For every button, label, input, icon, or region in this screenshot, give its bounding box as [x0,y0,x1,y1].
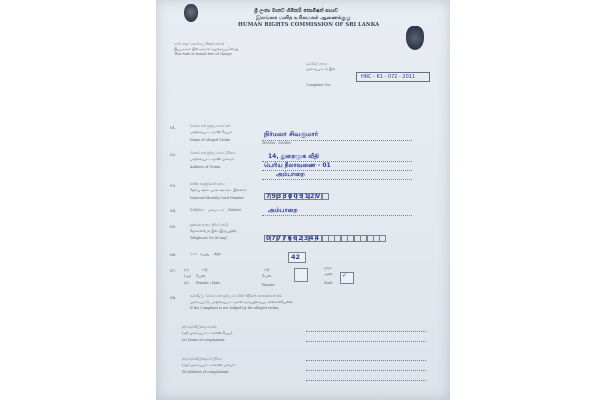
field-06-number: 06. [170,252,177,257]
field-02-number: 02. [170,152,177,157]
complainant-address-ta: (ஆ) முறைப்பாட்டாளரின் முகவரி [182,363,235,367]
field-06-label-en: Age [214,252,221,256]
male-label-en: Male [324,281,333,285]
gender-a-label: (අ) [184,268,189,272]
complaint-form-page [156,0,450,400]
field-02-label-ta: பாதிக்கப்பட்டவரின் முகவரி [190,157,234,161]
female-label-si: ස්ත්‍රී [202,268,208,272]
field-01-number: 01. [170,125,177,130]
complainant-intro-si: පැමිණිල්ල විපතට පත් පුද්ගලයා විසින් ඉදිරිපත් නොකරන්නේ නම් [190,294,282,298]
field-06-label-ta: வயது [200,252,210,256]
female-label-ta-2: பெண் [262,274,272,278]
complainant-address-si: (ආ) පැමිණිලිකරුගේ ලිපිනය [182,357,223,361]
field-05-label-ta: தொலைபேசி இல (இருப்பின்) [190,229,237,233]
field-01-label-en: Name of alleged Victim [190,138,231,142]
field-03-label-ta: தேசிய அடையாள அட்டை இலக்கம் [190,188,247,192]
victim-name-line[interactable] [262,140,412,141]
age-value: 42 [291,253,301,261]
victim-address-line3: அம்பாறை [276,171,305,178]
complainant-name-si: (අ) පැමිණිලිකරුගේ නම [182,325,217,329]
field-04-number: 04. [170,208,177,213]
complaint-number-value: HRC - K1 - 072 - 2011 [361,73,416,80]
victim-name-value: நிர்மலா சிவகுமார் [264,130,319,138]
complaint-label-en: Complaint No. [306,83,331,87]
complaint-number-field[interactable] [356,72,430,82]
district-value: அம்பாறை [268,207,298,214]
hrc-logo-icon [406,26,424,50]
female-label-ta: பெண் [196,274,206,278]
field-07-number: 07. [170,268,177,273]
field-01-prefix: Mr/Mrs., Ms/Rev [262,141,292,145]
victim-address-line2: பெரிய நீலாவணை - 01 [264,162,331,169]
field-03-label-en: National Identity Card Number [190,196,244,200]
complainant-name-line-a[interactable] [306,331,426,332]
gender-legend: Female / Male [196,281,221,285]
victim-address-line1: 14, துறைமுக வீதி [268,153,319,160]
free-notice-en: This form is issued free of charge [174,52,232,56]
female-label-si-2: ස්ත්‍රී [264,268,270,272]
victim-address-line-b[interactable] [262,170,412,171]
gender-b-label: (ஆ) [184,274,191,278]
gender-c-label: (a) [184,281,189,285]
complainant-name-line-b[interactable] [306,341,426,342]
complaint-label-ta: முறைப்பாட்டு இல. [306,67,337,71]
nic-value: 793300912V [266,193,322,200]
complaint-label-si: පැමිණිලි අංකය [306,62,328,66]
male-checkmark: ✓ [342,272,348,279]
field-01-label-si: විපතට පත් පුද්ගලයාගේ නම [190,124,231,128]
complainant-address-line-a[interactable] [306,360,426,361]
title-english: HUMAN RIGHTS COMMISSION OF SRI LANKA [238,22,380,28]
female-checkbox[interactable] [294,268,308,282]
field-03-number: 03. [170,183,177,188]
field-04-label-en: District [228,208,241,212]
title-sinhala: ශ්‍රී ලංකා මානව හිමිකම් කොමිෂන් සභාව [254,8,339,14]
victim-address-line-c[interactable] [262,179,412,180]
victim-address-line-a[interactable] [262,161,412,162]
field-05-number: 05. [170,224,177,229]
free-notice-ta: இப்படிவம் இலவசமாக வழங்கப்படுகிறது [174,47,239,51]
sri-lanka-emblem-icon [184,4,198,22]
field-05-label-si: දුරකථන අංකය (තිබේ නම්) [190,223,229,227]
complainant-address-en: (b) Address of complainant [182,370,229,374]
complainant-address-line-c[interactable] [306,380,426,381]
field-08-number: 08. [170,295,177,300]
complainant-intro-ta: முறைப்பாடு, பாதிக்கப்பட்டவரால் சமர்ப்பிக்கப்படவில்லையெனில் [190,300,293,304]
field-03-label-si: ජාතික හැඳුනුම්පත් අංකය [190,182,225,186]
field-06-label-si: වයස [190,252,198,256]
telephone-value: 0777662344 [266,235,321,242]
complainant-name-ta: (அ) முறைப்பாட்டாளரின் பெயர் [182,331,233,335]
field-02-label-si: විපතට පත් පුද්ගලයාගේ ලිපිනය [190,151,236,155]
complainant-name-en: (a) Name of complainant [182,338,225,342]
field-02-label-en: Address of Victim [190,165,221,169]
male-label-ta: ஆண் [324,272,333,276]
complainant-address-line-b[interactable] [306,370,426,371]
field-01-label-ta: பாதிக்கப்பட்டவரின் பெயர் [190,130,232,134]
free-notice-si: මෙම පත්‍රය නොමිලේ නිකුත් කෙරේ [174,42,225,46]
field-04-label-si: දිස්ත්‍රික්කය [190,208,205,212]
complainant-intro-en: If the Complaint is not lodged by the alleged victim, [190,306,280,310]
title-tamil: இலங்கை மனித உரிமைகள் ஆணைக்குழு [256,15,351,21]
district-line[interactable] [262,215,412,216]
female-label-en: Female [262,283,275,287]
male-label-si: පුරුෂ [324,266,332,270]
field-04-label-ta: மாவட்டம் [208,208,224,212]
field-05-label-en: Telephone No (if any) [190,236,228,240]
